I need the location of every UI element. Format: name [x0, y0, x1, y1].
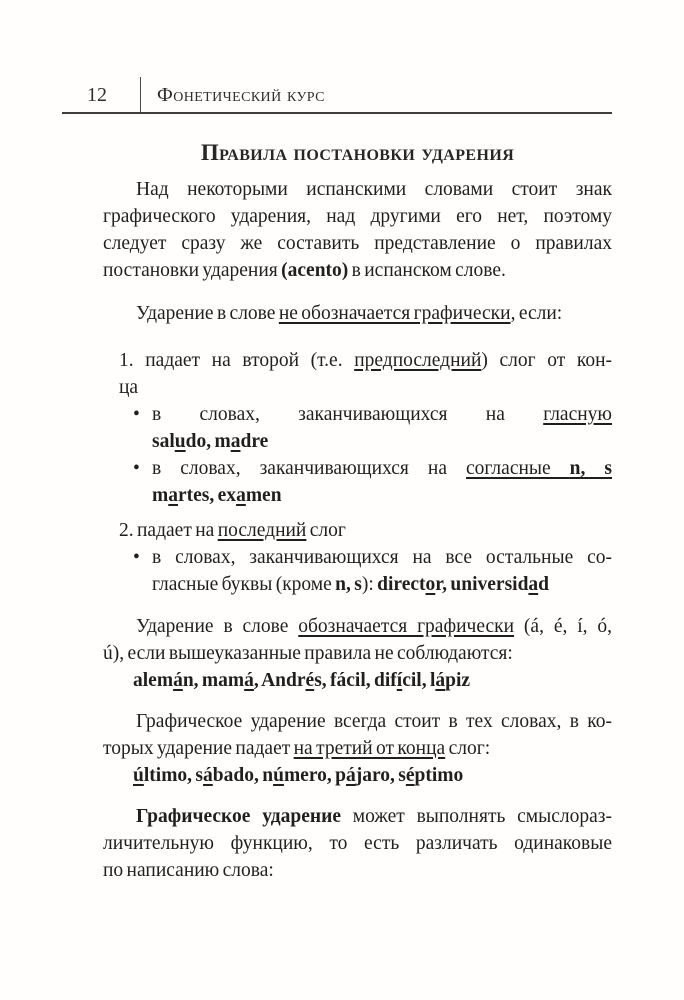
page-content [103, 138, 612, 884]
paragraph-line: ú), если вышеуказанные правила не соблюдаются: [103, 643, 513, 664]
paragraph-line: в словах, заканчивающихся на все остальные со- [152, 547, 612, 568]
paragraph-line: Ударение в слове не обозначается графически, если: [136, 303, 563, 324]
paragraph-line: в словах, заканчивающихся на согласные n, s [152, 458, 612, 479]
bullet-icon: • [133, 458, 140, 479]
running-title: Фонетический курс [157, 84, 325, 106]
paragraph-line: Графическое ударение всегда стоит в тех словах, в ко- [136, 711, 612, 732]
semantic-function-paragraph [103, 803, 612, 884]
paragraph-line: ца [119, 377, 139, 398]
paragraph-line: графического ударения, над другими его нет, поэтому [103, 206, 612, 227]
example-words: martes, examen [152, 485, 282, 506]
bullet-item-ns [133, 455, 612, 509]
paragraph-line: Ударение в слове обозначается графически (á, é, í, ó, [136, 616, 612, 637]
paragraph-line: гласные буквы (кроме n, s): director, universidad [152, 574, 550, 595]
rule-not-marked-leadin [103, 300, 612, 327]
bullet-icon: • [133, 547, 140, 568]
page-number: 12 [87, 84, 107, 106]
paragraph-line: Графическое ударение может выполнять смыслораз- [136, 806, 612, 827]
bullet-item-other-consonants [133, 544, 612, 598]
rule-marked-graphically [103, 613, 612, 694]
paragraph-line: постановки ударения (acento) в испанском слове. [103, 260, 506, 281]
section-title: Правила постановки ударения [200, 140, 515, 165]
numbered-item-1 [103, 347, 612, 401]
bullet-item-vowel [133, 401, 612, 455]
example-words: último, sábado, número, pájaro, séptimo [133, 765, 464, 786]
paragraph-line: 1. падает на второй (т.е. предпоследний) слог от кон- [119, 350, 612, 371]
paragraph-line: следует сразу же составить представление о правилах [103, 233, 612, 254]
numbered-item-2 [103, 517, 612, 544]
header-divider [140, 77, 141, 112]
intro-paragraph [103, 176, 612, 284]
header-rule [62, 112, 612, 114]
bullet-icon: • [133, 404, 140, 425]
example-words: saludo, madre [152, 431, 269, 452]
rule-third-syllable [103, 708, 612, 789]
example-words: alemán, mamá, Andrés, fácil, difícil, lápiz [133, 670, 471, 691]
paragraph-line: в словах, заканчивающихся на гласную [152, 404, 612, 425]
paragraph-line: Над некоторыми испанскими словами стоит знак [136, 179, 612, 200]
paragraph-line: торых ударение падает на третий от конца слог: [103, 738, 491, 759]
paragraph-line: личительную функцию, то есть различать одинаковые [103, 833, 612, 854]
paragraph-line: по написанию слова: [103, 860, 274, 881]
paragraph-line: 2. падает на последний слог [119, 520, 346, 541]
